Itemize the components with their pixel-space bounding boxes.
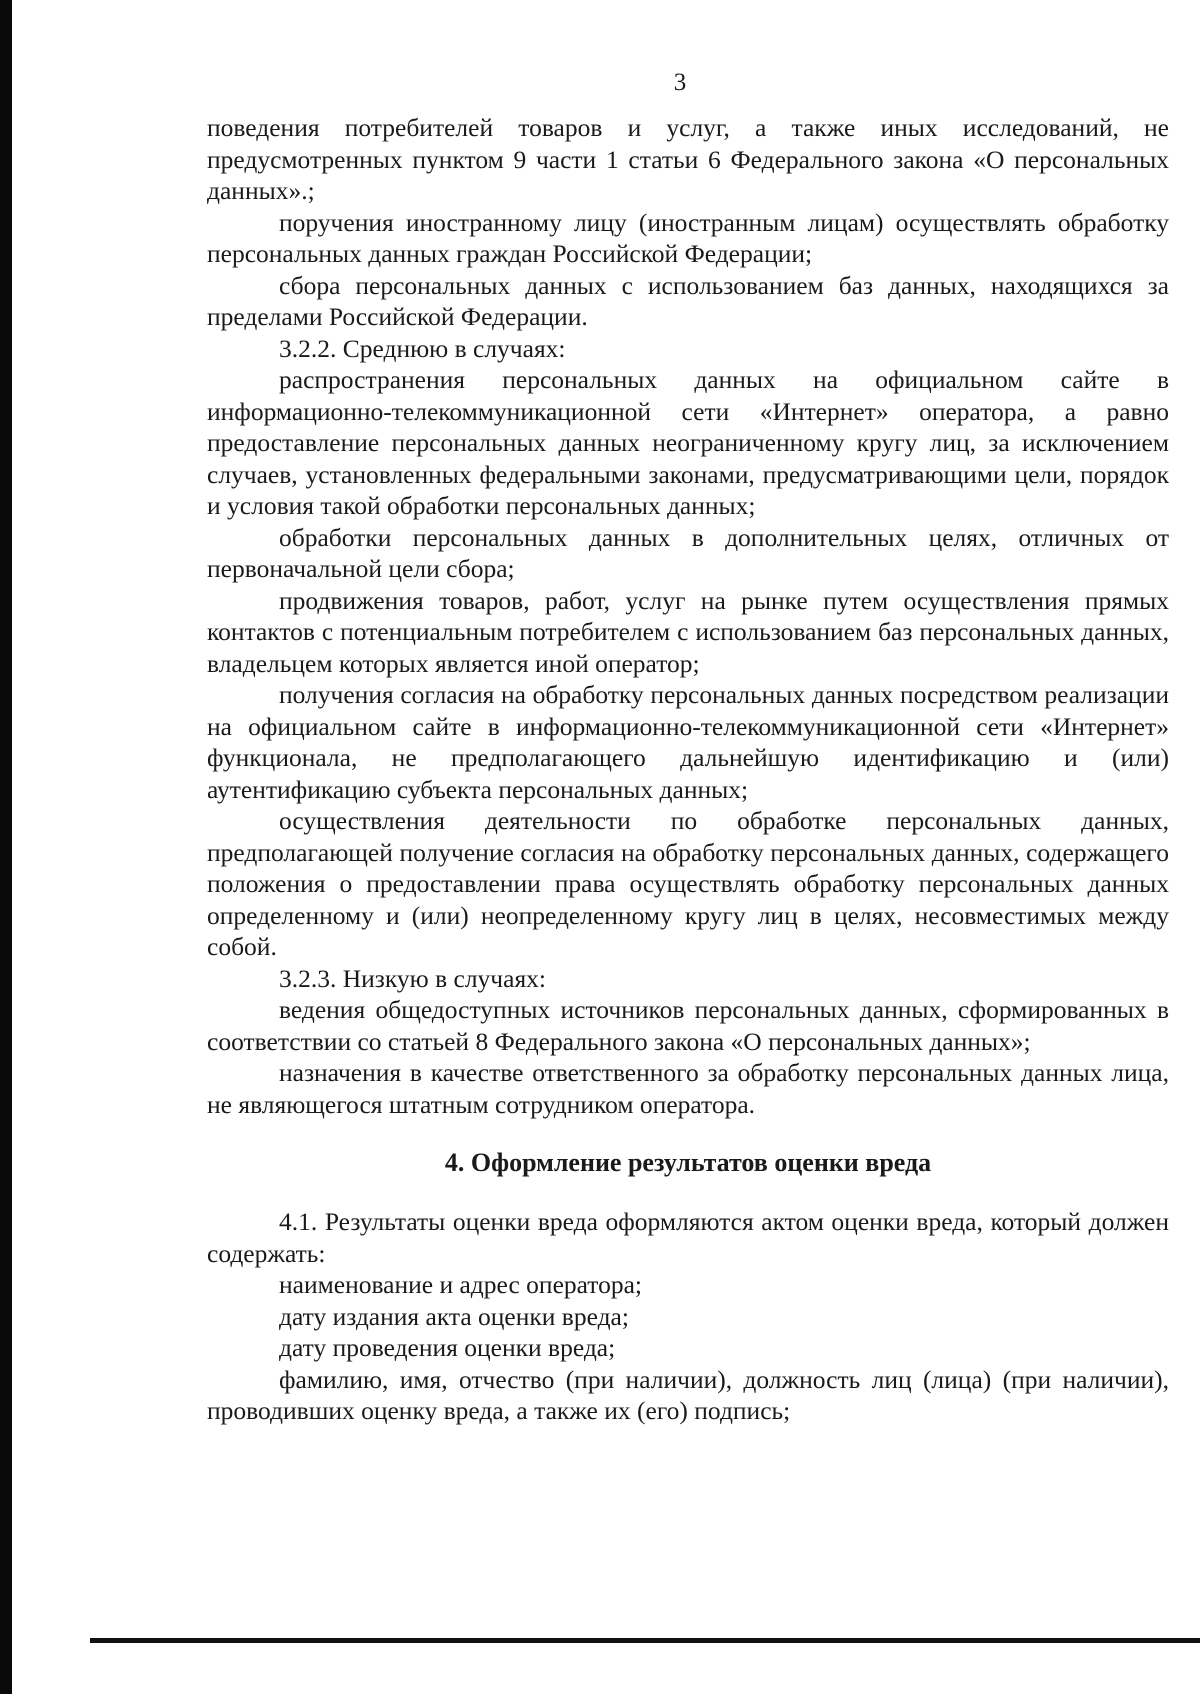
subsection-heading: 3.2.3. Низкую в случаях: <box>279 963 547 993</box>
paragraph: продвижения товаров, работ, услуг на рынке путем осуществления прямых контактов с потенциальным потребителем с использованием баз персональных данных, владельцем которых является иной оператор; <box>207 585 1169 678</box>
subsection-heading: 3.2.2. Среднюю в случаях: <box>279 333 566 363</box>
paragraph: сбора персональных данных с использованием баз данных, находящихся за пределами Российской Федерации. <box>207 270 1169 331</box>
scan-edge-bottom <box>90 1638 1200 1643</box>
list-item: фамилию, имя, отчество (при наличии), должность лиц (лица) (при наличии), проводивших оценку вреда, а также их (его) подпись; <box>207 1364 1169 1425</box>
paragraph: осуществления деятельности по обработке персональных данных, предполагающей получение согласия на обработку персональных данных, содержащего положения о предоставлении права осуществлять обработку персональных данных определенному и (или) неопределенному кругу лиц в целях, несовместимых между собой. <box>207 806 1169 961</box>
paragraph: 4.1. Результаты оценки вреда оформляются актом оценки вреда, который должен содержать: <box>207 1207 1169 1268</box>
paragraph: распространения персональных данных на официальном сайте в информационно-телекоммуникационной сети «Интернет» оператора, а равно предоставление персональных данных неограниченному кругу лиц, за исключением случаев, установленных федеральными законами, предусматривающими цели, порядок и условия такой обработки персональных данных; <box>207 365 1169 520</box>
paragraph: обработки персональных данных в дополнительных целях, отличных от первоначальной цели сбора; <box>207 522 1169 583</box>
paragraph: назначения в качестве ответственного за обработку персональных данных лица, не являющегося штатным сотрудником оператора. <box>207 1058 1169 1119</box>
list-item: дату проведения оценки вреда; <box>279 1333 616 1362</box>
section-heading: 4. Оформление результатов оценки вреда <box>444 1148 932 1177</box>
paragraph: ведения общедоступных источников персональных данных, сформированных в соответствии со статьей 8 Федерального закона «О персональных данных»; <box>207 995 1169 1056</box>
page-number: 3 <box>673 69 687 96</box>
paragraph: поручения иностранному лицу (иностранным лицам) осуществлять обработку персональных данных граждан Российской Федерации; <box>207 207 1169 268</box>
paragraph-continued: поведения потребителей товаров и услуг, а также иных исследований, не предусмотренных пунктом 9 части 1 статьи 6 Федерального закона «О персональных данных».; <box>207 113 1169 205</box>
document-body <box>207 112 1169 1427</box>
list-item: наименование и адрес оператора; <box>279 1270 643 1299</box>
scan-edge-left <box>0 0 12 1694</box>
paragraph: получения согласия на обработку персональных данных посредством реализации на официальном сайте в информационно-телекоммуникационной сети «Интернет» функционала, не предполагающего дальнейшую идентификацию и (или) аутентификацию субъекта персональных данных; <box>207 680 1169 804</box>
list-item: дату издания акта оценки вреда; <box>279 1301 629 1331</box>
